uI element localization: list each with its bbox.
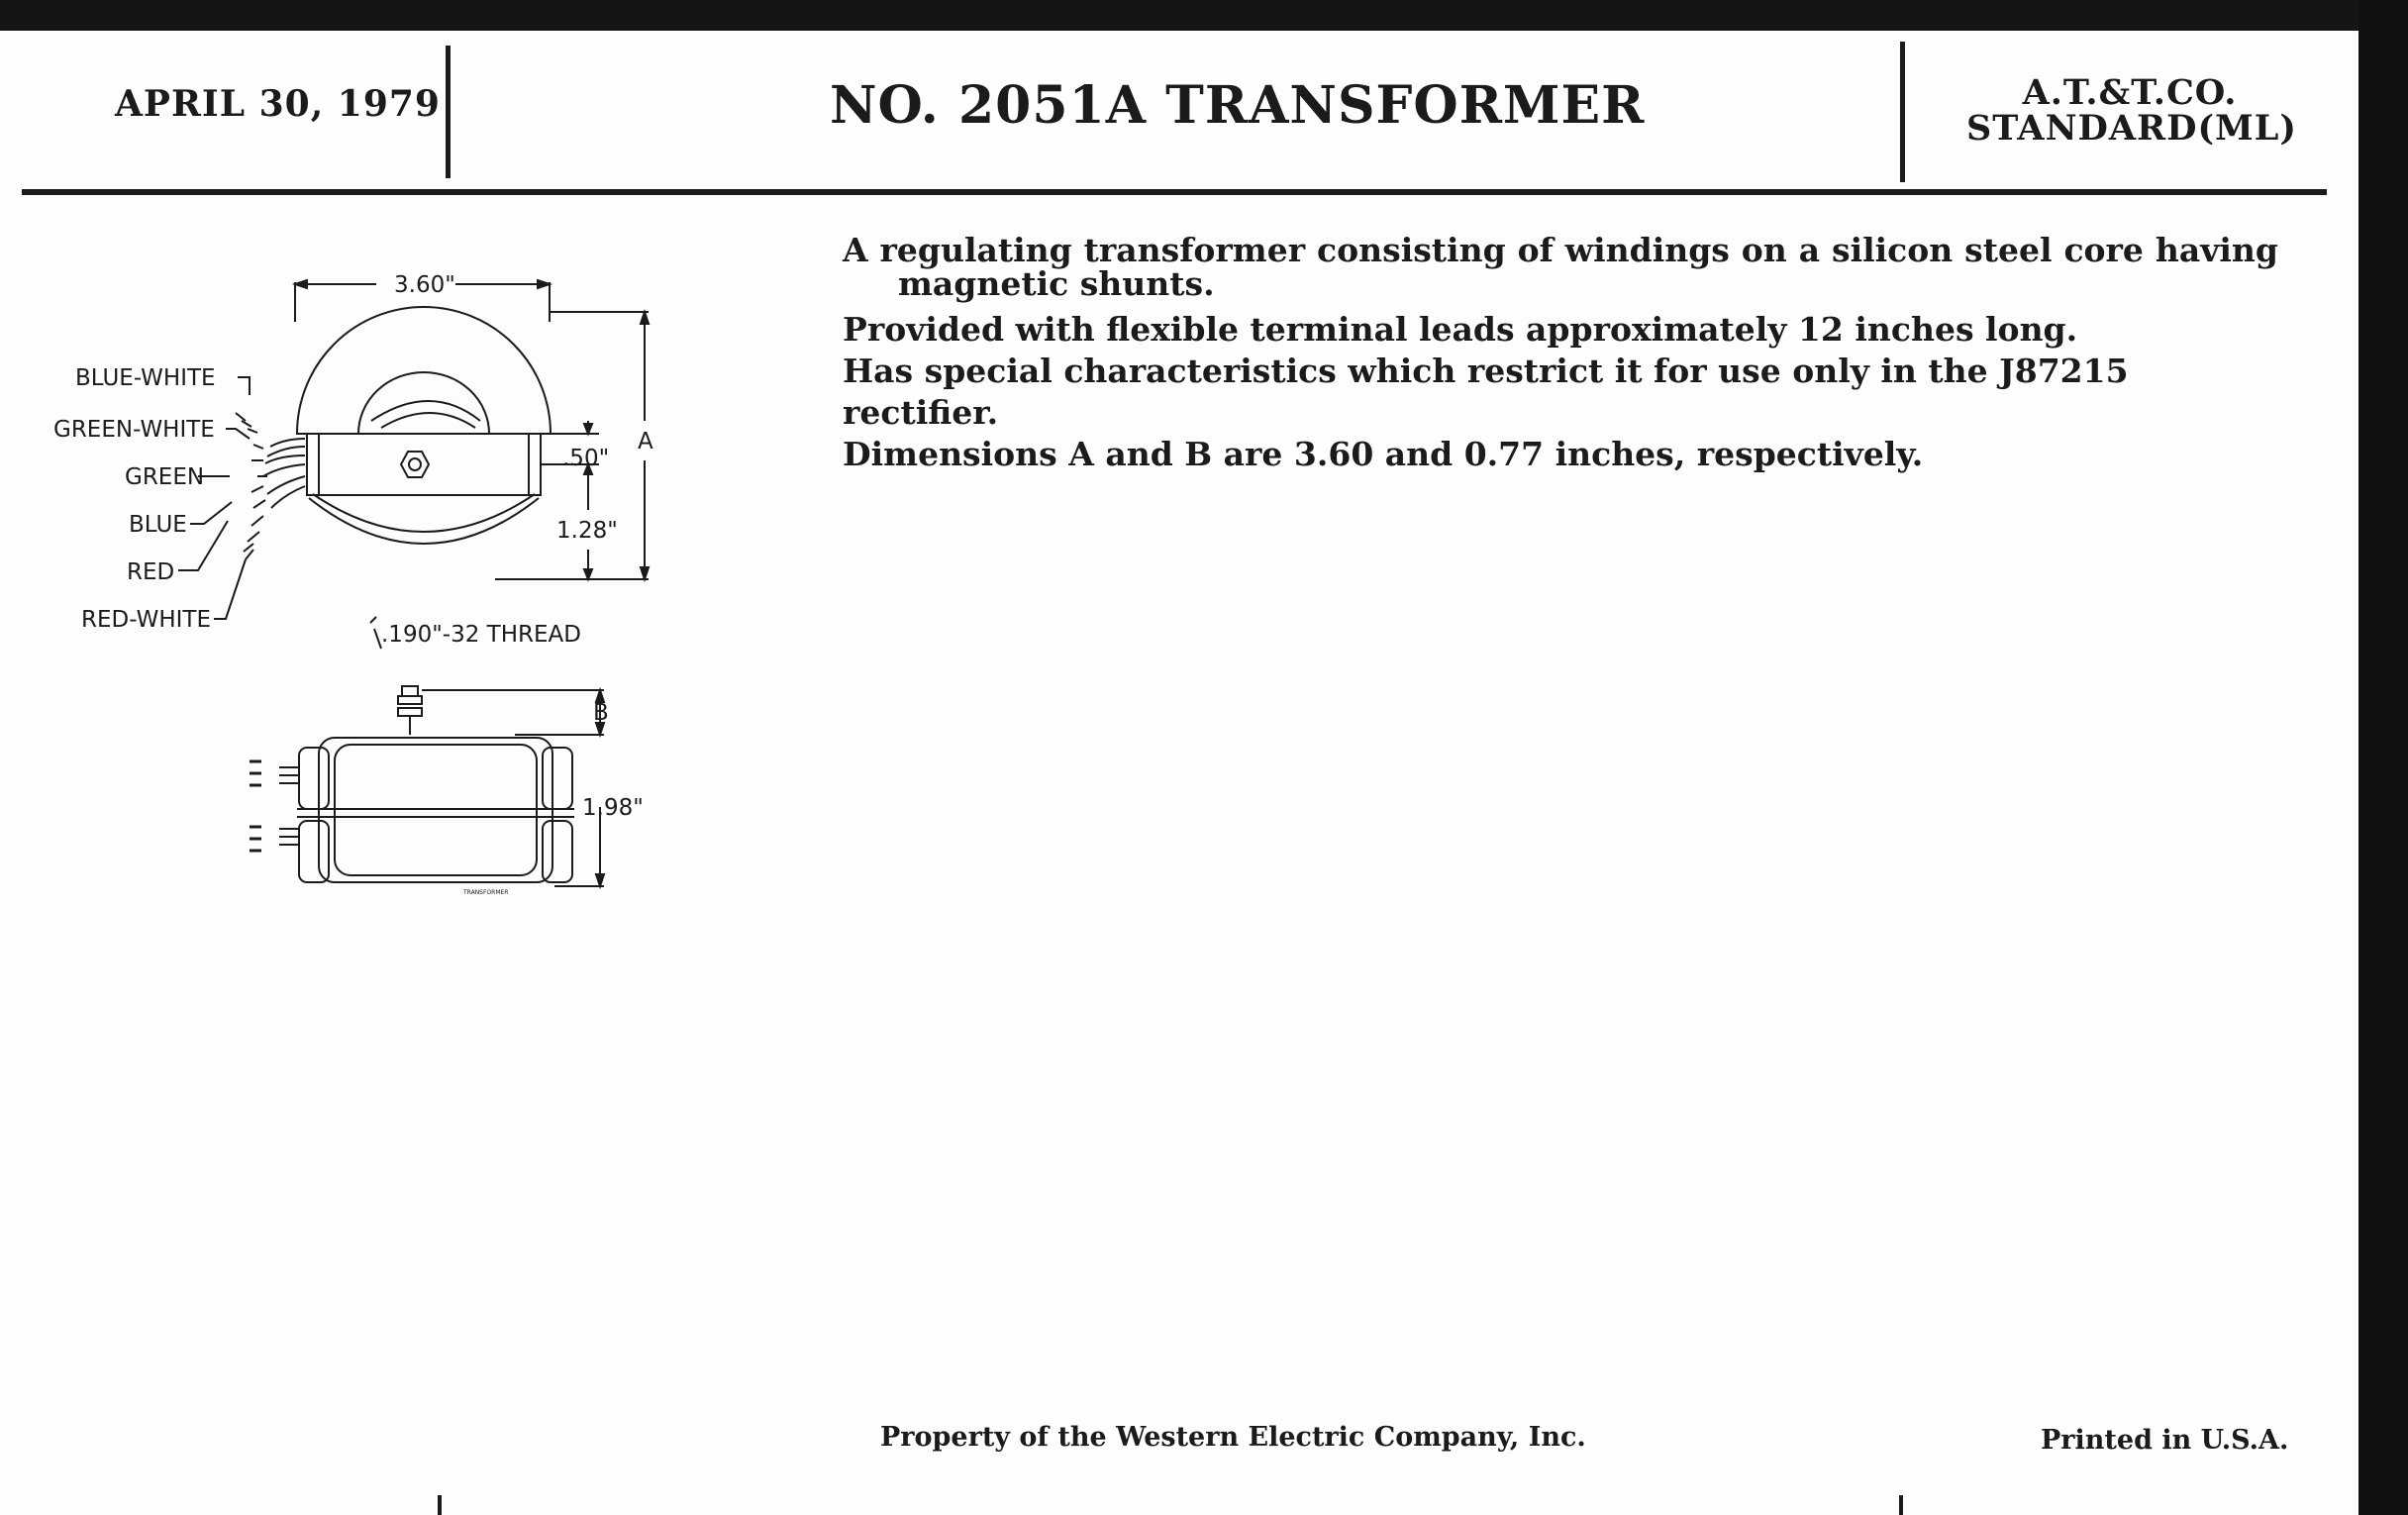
winding-lines bbox=[371, 401, 480, 428]
dim-050-label: .50" bbox=[562, 446, 610, 471]
footer-printed: Printed in U.S.A. bbox=[2041, 1425, 2289, 1456]
description-line-3: Has special characteristics which restrict it for use only in the J87215 rectifier. bbox=[843, 352, 2129, 432]
leader-blue-white bbox=[238, 377, 250, 395]
scan-top-edge bbox=[0, 0, 2408, 31]
tiny-transformer-label: TRANSFORMER bbox=[463, 889, 509, 896]
description bbox=[843, 231, 2278, 475]
dim-128-label: 1.28" bbox=[556, 518, 618, 544]
core-block bbox=[307, 434, 541, 495]
scan-right-edge bbox=[2358, 0, 2408, 1515]
coil-lower bbox=[309, 498, 539, 544]
dim-arrow-right bbox=[538, 280, 550, 288]
lead-wires bbox=[263, 439, 305, 508]
transformer-drawing bbox=[40, 252, 673, 906]
leader-red-white bbox=[214, 559, 246, 619]
stud-top bbox=[402, 686, 418, 696]
dim-b-label: B bbox=[593, 700, 609, 726]
standard-line-2: STANDARD(ML) bbox=[1966, 108, 2297, 149]
lead-label-green-white: GREEN-WHITE bbox=[53, 417, 215, 443]
nut-hole bbox=[409, 458, 421, 470]
thread-label: .190"-32 THREAD bbox=[381, 622, 581, 648]
header-standard bbox=[1966, 72, 2297, 149]
description-line-4: Dimensions A and B are 3.60 and 0.77 inches, respectively. bbox=[843, 435, 1924, 473]
lead-label-red-white: RED-WHITE bbox=[81, 607, 211, 633]
lead-tips bbox=[236, 413, 267, 559]
lead-label-blue-white: BLUE-WHITE bbox=[75, 365, 216, 391]
hex-nut bbox=[401, 452, 429, 477]
header-date: APRIL 30, 1979 bbox=[115, 83, 441, 125]
dim-arrow-left bbox=[295, 280, 307, 288]
dim-198-label: 1.98" bbox=[582, 795, 644, 821]
header-divider-right bbox=[1900, 42, 1905, 182]
side-lead-wires bbox=[279, 767, 299, 845]
coil-dome bbox=[297, 307, 551, 434]
coil-lower-inner bbox=[313, 494, 535, 532]
lead-label-green: GREEN bbox=[125, 464, 205, 490]
bottom-tick-right bbox=[1899, 1495, 1903, 1515]
dim-width-label: 3.60" bbox=[394, 272, 455, 298]
leader-blue bbox=[190, 502, 232, 524]
bottom-tick-left bbox=[438, 1495, 442, 1515]
lead-label-blue: BLUE bbox=[129, 512, 187, 538]
standard-line-1: A.T.&T.CO. bbox=[2022, 72, 2238, 113]
lead-label-red: RED bbox=[127, 559, 175, 585]
page-title: NO. 2051A TRANSFORMER bbox=[830, 75, 1646, 136]
header-rule bbox=[22, 189, 2327, 195]
description-line-2: Provided with flexible terminal leads approximately 12 inches long. bbox=[843, 310, 2078, 349]
side-lead-tips bbox=[250, 761, 261, 851]
description-line-1: A regulating transformer consisting of windings on a silicon steel core having magnetic shunts. bbox=[843, 231, 2278, 303]
leader-green-white bbox=[226, 429, 250, 439]
thread-leader bbox=[374, 629, 381, 649]
footer-property: Property of the Western Electric Company, Inc. bbox=[880, 1422, 1586, 1453]
header-divider-left bbox=[446, 46, 451, 178]
dim-a-label: A bbox=[638, 429, 653, 454]
